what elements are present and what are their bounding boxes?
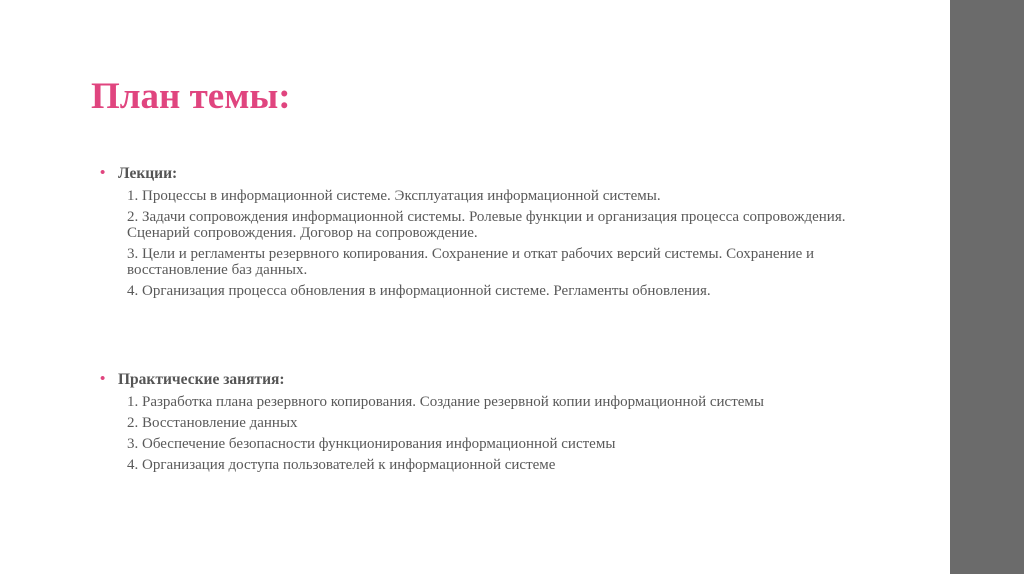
section-heading: Лекции: xyxy=(118,165,178,182)
list-item: 4. Организация доступа пользователей к информационной системе xyxy=(127,457,556,473)
list-item: 3. Обеспечение безопасности функционирования информационной системы xyxy=(127,436,616,452)
practice-list xyxy=(100,394,880,473)
list-item: 2. Восстановление данных xyxy=(127,415,298,431)
list-item: 3. Цели и регламенты резервного копирования. Сохранение и откат рабочих версий системы. Сохранение и восстановление баз данных. xyxy=(127,246,815,278)
section-practice xyxy=(100,370,880,473)
right-sidebar-bar xyxy=(950,0,1024,574)
list-item: 2. Задачи сопровождения информационной системы. Ролевые функции и организация процесса сопровождения. Сценарий сопровождения. Договор на сопровождение. xyxy=(127,209,846,241)
list-item: 1. Разработка плана резервного копирования. Создание резервной копии информационной системы xyxy=(127,394,764,410)
section-heading: Практические занятия: xyxy=(118,371,285,388)
lecture-list xyxy=(100,188,880,299)
slide-title: План темы: xyxy=(91,76,291,117)
list-item: 1. Процессы в информационной системе. Эксплуатация информационной системы. xyxy=(127,188,661,204)
list-item: 4. Организация процесса обновления в информационной системе. Регламенты обновления. xyxy=(127,283,711,299)
section-heading-row xyxy=(100,370,880,389)
bullet-icon: • xyxy=(100,371,106,387)
bullet-icon: • xyxy=(100,165,106,181)
section-lectures xyxy=(100,164,880,299)
section-heading-row xyxy=(100,164,880,183)
